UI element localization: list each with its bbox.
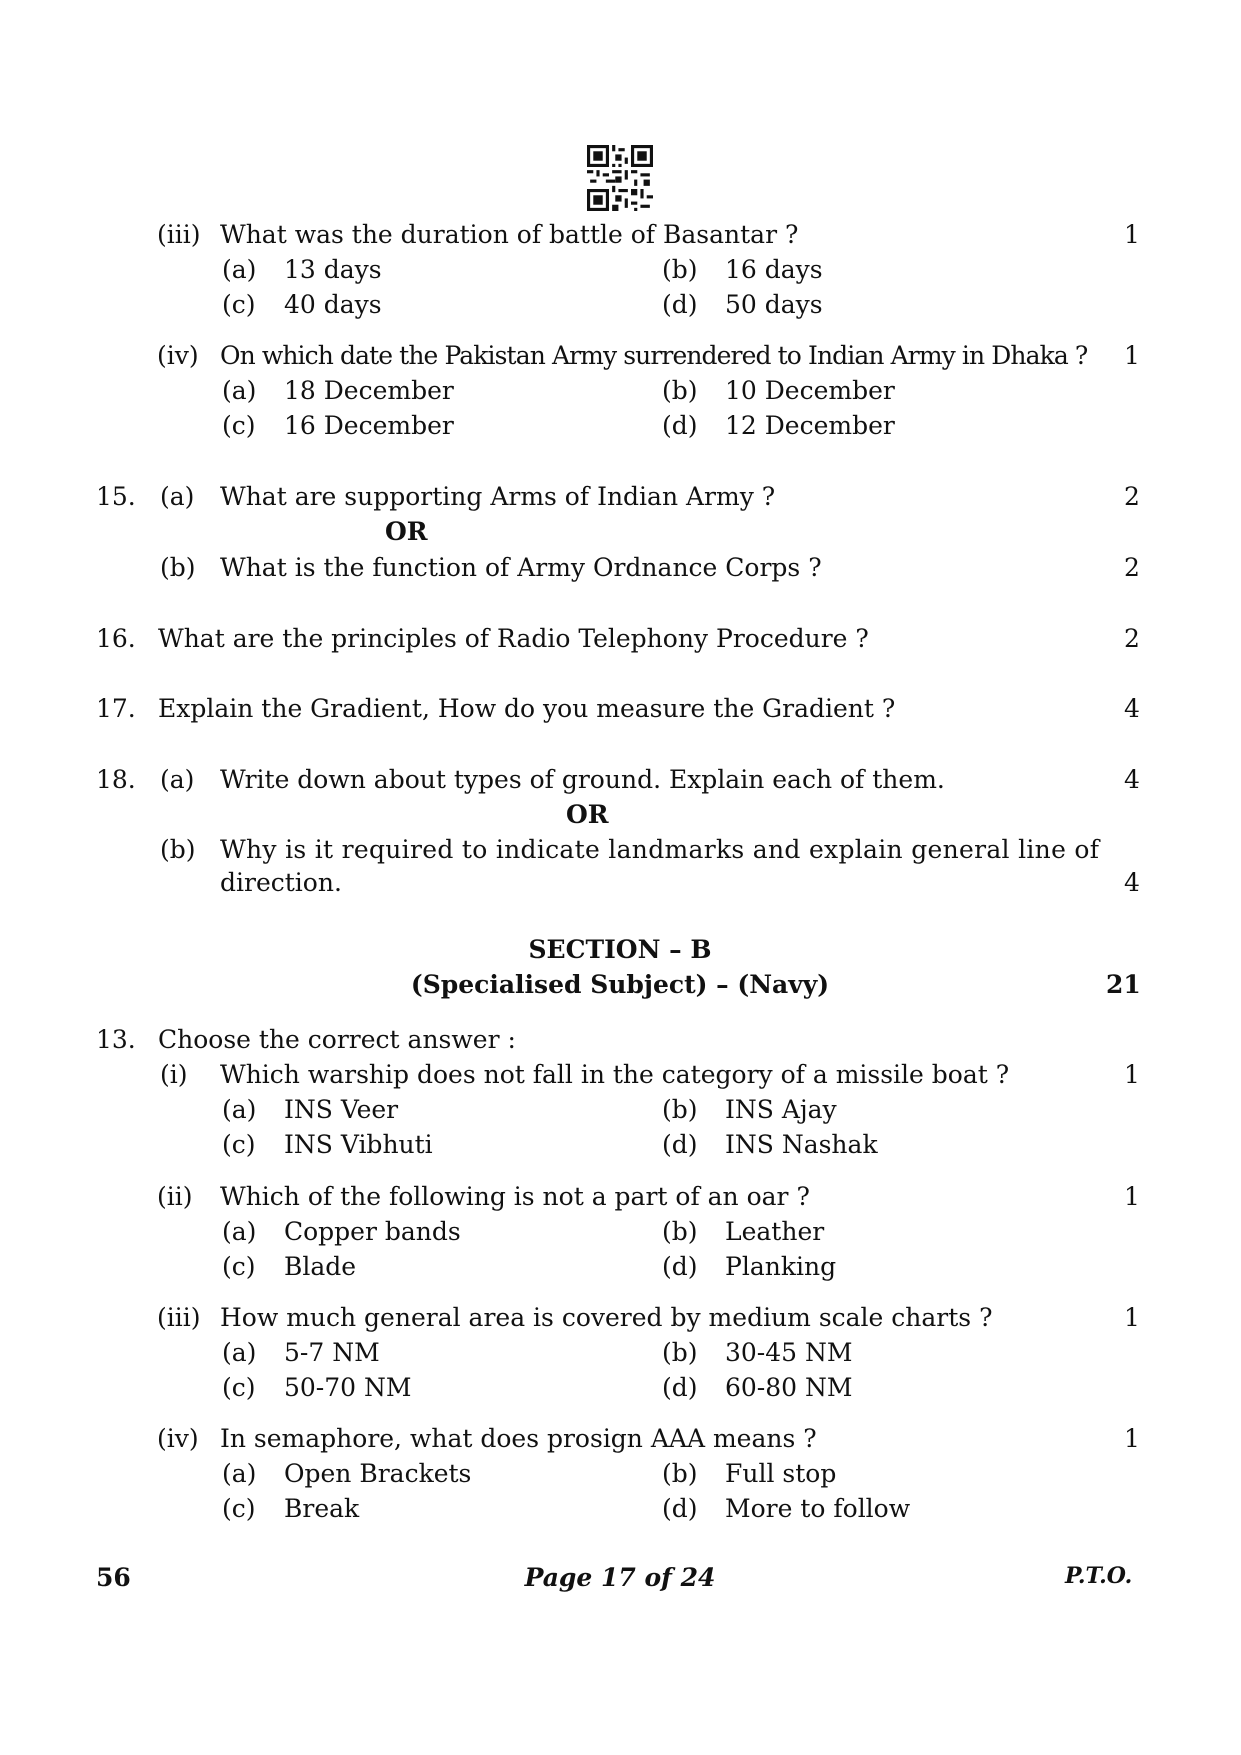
section-marks: 21 (1106, 970, 1141, 999)
option-text: 18 December (284, 376, 454, 405)
option-label: (a) (222, 1217, 257, 1246)
option-text: INS Ajay (725, 1095, 837, 1124)
marks: 2 (1124, 482, 1140, 511)
question-part-label: (iv) (157, 1424, 199, 1453)
pto-label: P.T.O. (1065, 1563, 1133, 1589)
question-part-label: (b) (160, 835, 196, 864)
question-part-label: (iv) (157, 341, 199, 370)
question-number: 16. (96, 624, 136, 653)
option-label: (b) (662, 1459, 698, 1488)
option-text: 50 days (725, 290, 823, 319)
question-text: What was the duration of battle of Basantar ? (220, 220, 799, 249)
option-text: Open Brackets (284, 1459, 472, 1488)
option-text: INS Nashak (725, 1130, 878, 1159)
option-text: More to follow (725, 1494, 911, 1523)
option-text: 30-45 NM (725, 1338, 853, 1367)
question-text: Which warship does not fall in the category of a missile boat ? (220, 1060, 1010, 1089)
question-text: How much general area is covered by medium scale charts ? (220, 1303, 993, 1332)
option-text: 16 December (284, 411, 454, 440)
question-text: On which date the Pakistan Army surrendered to Indian Army in Dhaka ? (220, 341, 1088, 370)
option-label: (a) (222, 255, 257, 284)
option-label: (d) (662, 290, 698, 319)
marks: 1 (1124, 1182, 1140, 1211)
question-text: In semaphore, what does prosign AAA means ? (220, 1424, 817, 1453)
option-label: (b) (662, 1095, 698, 1124)
option-label: (d) (662, 1373, 698, 1402)
paper-code: 56 (96, 1563, 131, 1592)
option-label: (b) (662, 376, 698, 405)
option-text: Planking (725, 1252, 837, 1281)
question-text: Write down about types of ground. Explain each of them. (220, 765, 945, 794)
option-label: (a) (222, 1459, 257, 1488)
page-number: Page 17 of 24 (524, 1563, 716, 1592)
question-text: Why is it required to indicate landmarks and explain general line of (220, 835, 1100, 864)
question-text: direction. (220, 868, 342, 897)
question-number: 15. (96, 482, 136, 511)
option-text: 50-70 NM (284, 1373, 412, 1402)
question-text: What are supporting Arms of Indian Army ? (220, 482, 776, 511)
marks: 4 (1124, 694, 1140, 723)
marks: 1 (1124, 341, 1140, 370)
option-text: 5-7 NM (284, 1338, 380, 1367)
option-text: 40 days (284, 290, 382, 319)
question-part-label: (a) (160, 482, 195, 511)
question-part-label: (b) (160, 553, 196, 582)
option-label: (b) (662, 1217, 698, 1246)
option-text: 16 days (725, 255, 823, 284)
or-divider: OR (385, 517, 428, 546)
marks: 1 (1124, 1424, 1140, 1453)
option-text: Blade (284, 1252, 357, 1281)
question-part-label: (iii) (157, 1303, 201, 1332)
option-label: (d) (662, 1252, 698, 1281)
or-divider: OR (566, 800, 609, 829)
option-text: 13 days (284, 255, 382, 284)
marks: 1 (1124, 1303, 1140, 1332)
option-label: (d) (662, 411, 698, 440)
question-text: Which of the following is not a part of an oar ? (220, 1182, 810, 1211)
option-text: 60-80 NM (725, 1373, 853, 1402)
section-subtitle: (Specialised Subject) – (Navy) (410, 970, 830, 999)
option-label: (c) (222, 1252, 256, 1281)
option-label: (d) (662, 1494, 698, 1523)
question-number: 13. (96, 1025, 136, 1054)
option-text: INS Vibhuti (284, 1130, 433, 1159)
question-part-label: (ii) (157, 1182, 193, 1211)
question-number: 18. (96, 765, 136, 794)
option-label: (c) (222, 1130, 256, 1159)
option-text: Leather (725, 1217, 825, 1246)
option-text: Full stop (725, 1459, 837, 1488)
question-text: What is the function of Army Ordnance Corps ? (220, 553, 822, 582)
question-text: What are the principles of Radio Telephony Procedure ? (158, 624, 869, 653)
marks: 1 (1124, 220, 1140, 249)
option-label: (a) (222, 376, 257, 405)
marks: 2 (1124, 553, 1140, 582)
option-label: (a) (222, 1338, 257, 1367)
marks: 2 (1124, 624, 1140, 653)
question-text: Choose the correct answer : (158, 1025, 516, 1054)
option-label: (c) (222, 411, 256, 440)
option-label: (b) (662, 255, 698, 284)
qr-code-icon (587, 145, 653, 211)
option-label: (c) (222, 1494, 256, 1523)
option-label: (b) (662, 1338, 698, 1367)
option-text: INS Veer (284, 1095, 399, 1124)
option-text: Copper bands (284, 1217, 461, 1246)
question-part-label: (iii) (157, 220, 201, 249)
question-part-label: (i) (160, 1060, 188, 1089)
question-number: 17. (96, 694, 136, 723)
question-text: Explain the Gradient, How do you measure the Gradient ? (158, 694, 896, 723)
marks: 1 (1124, 1060, 1140, 1089)
option-label: (a) (222, 1095, 257, 1124)
question-part-label: (a) (160, 765, 195, 794)
section-title: SECTION – B (528, 935, 712, 964)
marks: 4 (1124, 868, 1140, 897)
option-label: (c) (222, 290, 256, 319)
option-text: 12 December (725, 411, 895, 440)
option-label: (c) (222, 1373, 256, 1402)
option-label: (d) (662, 1130, 698, 1159)
option-text: 10 December (725, 376, 895, 405)
option-text: Break (284, 1494, 360, 1523)
marks: 4 (1124, 765, 1140, 794)
